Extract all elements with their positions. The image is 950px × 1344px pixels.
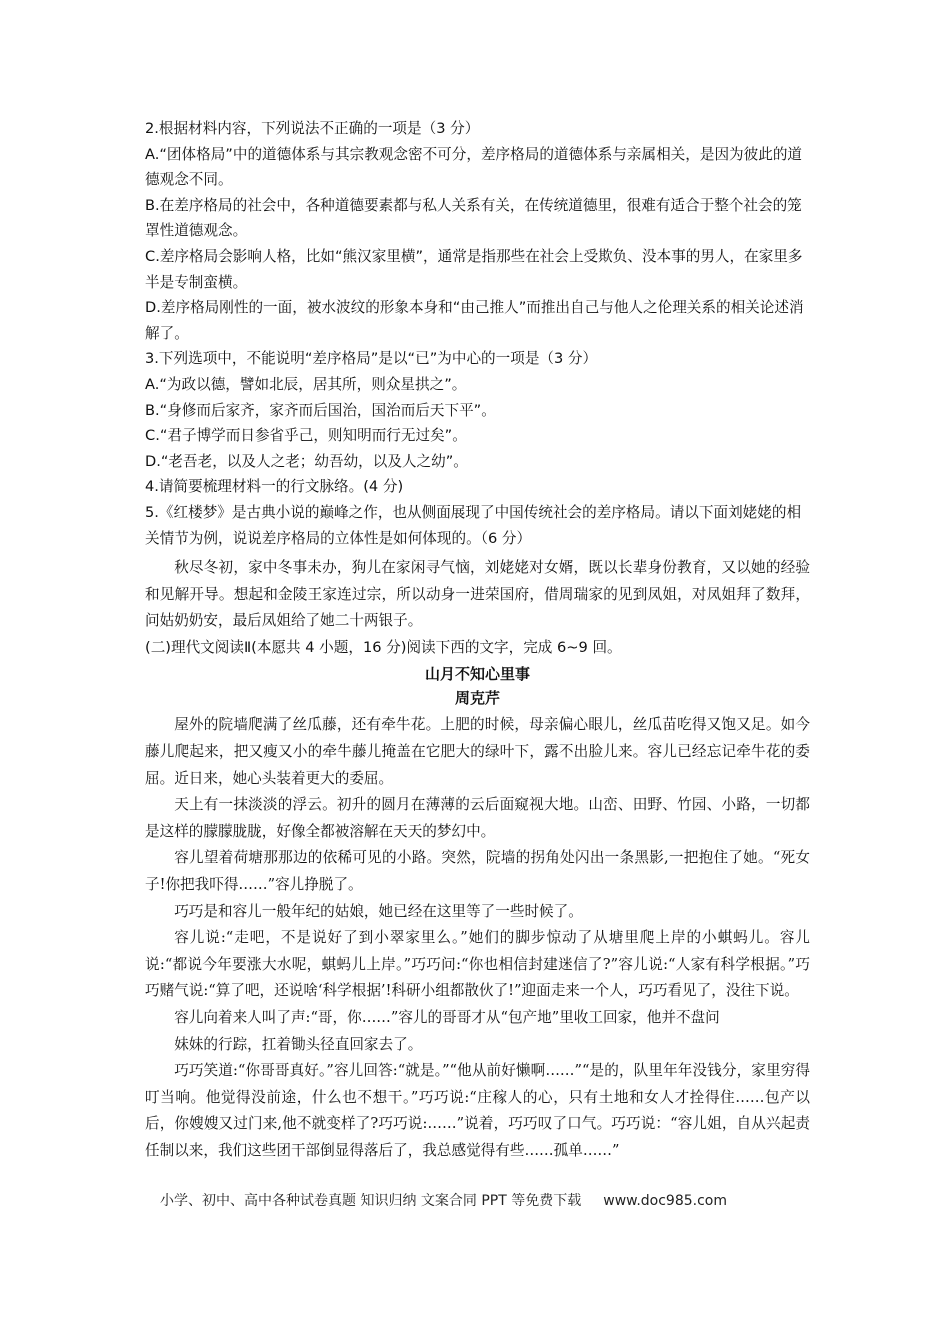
- story-paragraph: 巧巧是和容儿一般年纪的姑娘，她已经在这里等了一些时候了。: [174, 902, 583, 920]
- honglou-passage: [145, 555, 810, 635]
- story-paragraph: 天上有一抹淡淡的浮云。初升的圆月在薄薄的云后面窥视大地。山峦、田野、竹园、小路，一切都是这样的朦朦胧胧，好像全都被溶解在天天的梦幻中。: [145, 796, 810, 840]
- story-author: 周克芹: [454, 689, 500, 708]
- option-b: B.“身修而后家齐，家齐而后国治，国治而后天下平”。: [145, 401, 496, 419]
- question-4: [145, 474, 810, 500]
- option-c: C.差序格局会影响人格，比如“熊汉家里横”，通常是指那些在社会上受欺负、没本事的男人，在家里多半是专制蛮横。: [145, 247, 803, 291]
- question-5: [145, 500, 810, 551]
- question-stem: 5.《红楼梦》是古典小说的巅峰之作，也从侧面展现了中国传统社会的差序格局。请以下面刘姥姥的相关情节为例，说说差序格局的立体性是如何体现的。（6 分）: [145, 503, 802, 547]
- question-2: [145, 116, 810, 346]
- story-paragraph: 屋外的院墙爬满了丝瓜藤，还有牵牛花。上肥的时候，母亲偏心眼儿，丝瓜苗吃得又饱又足。如今藤儿爬起来，把又瘦又小的牵牛藤儿掩盖在它肥大的绿叶下，露不出脸儿来。容儿已经忘记牵牛花的委屈。近日来，她心头装着更大的委屈。: [145, 716, 810, 787]
- story-paragraph: 容儿向着来人叫了声:“哥，你……”容儿的哥哥才从“包产地”里收工回家，他并不盘问: [174, 1009, 720, 1026]
- footer-text: 小学、初中、高中各种试卷真题 知识归纳 文案合同 PPT 等免费下载: [160, 1193, 582, 1209]
- question-stem: 4.请简要梳理材料一的行文脉络。(4 分): [145, 478, 404, 496]
- option-c: C.“君子博学而日参省乎己，则知明而行无过矣”。: [145, 427, 467, 445]
- story-paragraph: 容儿说:“走吧，不是说好了到小翠家里么。”她们的脚步惊动了从塘里爬上岸的小蜞蚂儿。容儿说:“都说今年要涨大水呢，蜞蚂儿上岸。”巧巧问:“你也相信封建迷信了?”容儿说:“人家有科学根据。”巧巧赌气说:“算了吧，还说啥‘科学根据’!科研小组都散伙了!”迎面走来一个人，巧巧看见了，没往下说。: [145, 929, 810, 1000]
- story-paragraph: 容儿望着荷塘那那边的依稀可见的小路。突然，院墙的拐角处闪出一条黑影,一把抱住了她。“死女子!你把我吓得……”容儿挣脱了。: [145, 849, 810, 894]
- question-3: [145, 346, 810, 474]
- option-d: D.“老吾老，以及人之老；幼吾幼，以及人之幼”。: [145, 452, 468, 470]
- page-content: [145, 116, 810, 1165]
- option-a: A.“为政以德，譬如北辰，居其所，则众星拱之”。: [145, 375, 467, 393]
- option-a: A.“团体格局”中的道德体系与其宗教观念密不可分，差序格局的道德体系与亲属相关，是因为彼此的道德观念不同。: [145, 145, 803, 189]
- footer-url[interactable]: www.doc985.com: [603, 1193, 727, 1209]
- option-b: B.在差序格局的社会中，各种道德要素都与私人关系有关，在传统道德里，很难有适合于整个社会的笼罩性道德观念。: [145, 196, 802, 240]
- question-stem: 2.根据材料内容，下列说法不正确的一项是（3 分）: [145, 120, 480, 137]
- story-paragraph: 巧巧笑道:“你哥哥真好。”容儿回答:“就是。”“他从前好懒啊……”“是的，队里年年没钱分，家里穷得叮当响。他觉得没前途，什么也不想干。”巧巧说:“庄稼人的心，只有土地和女人才拴得住……包产以后，你嫂嫂又过门来,他不就变样了?巧巧说:……”说着，巧巧叹了口气。巧巧说：“容儿姐，自从兴起责任制以来，我们这些团干部倒显得落后了，我总感觉得有些……孤单……”: [145, 1062, 810, 1159]
- story-body: [145, 712, 810, 1164]
- story-title: 山月不知心里事: [424, 665, 530, 684]
- option-d: D.差序格局刚性的一面，被水波纹的形象本身和“由己推人”而推出自己与他人之伦理关系的相关论述消解了。: [145, 299, 804, 342]
- question-stem: 3.下列选项中，不能说明“差序格局”是以“已”为中心的一项是（3 分）: [145, 350, 598, 368]
- story-paragraph: 妹妹的行踪，扛着锄头径直回家去了。: [174, 1035, 423, 1053]
- section-heading: (二)理代文阅读Ⅱ(本愿共 4 小题，16 分)阅读下西的文字，完成 6~9 回。: [145, 638, 622, 656]
- page-footer: [160, 1190, 800, 1210]
- passage-text: 秋尽冬初，家中冬事未办，狗儿在家闲寻气恼，刘姥姥对女婿，既以长辈身份教育，又以她的经验和见解开导。想起和金陵王家连过宗，所以动身一进荣国府，借周瑞家的见到凤姐，对凤姐拜了数拜，问姑奶奶安，最后凤姐给了她二十两银子。: [145, 559, 810, 630]
